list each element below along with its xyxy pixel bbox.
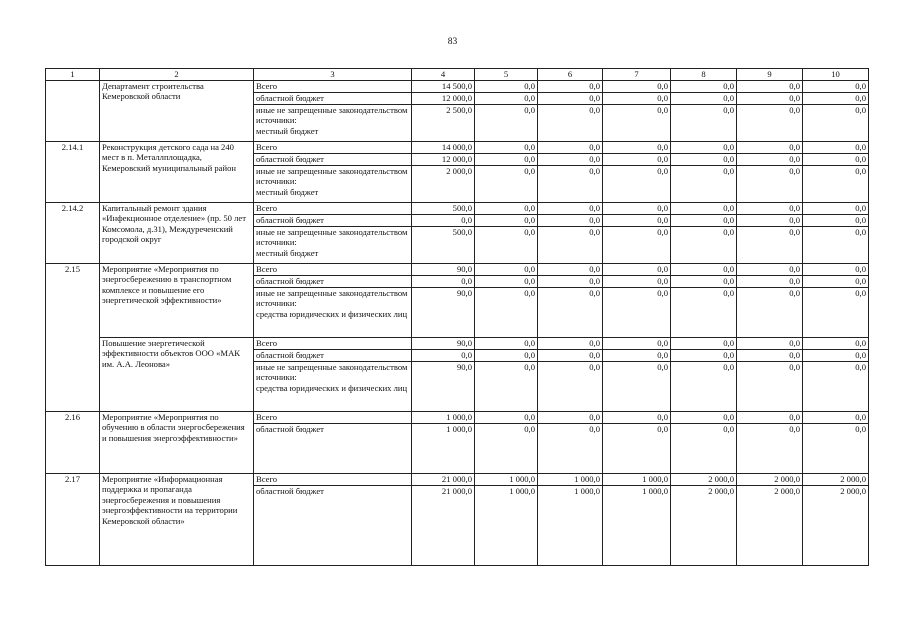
value-cell: 0,0 — [412, 276, 475, 288]
value-cell: 0,0 — [803, 105, 869, 142]
funding-source-label: Всего — [254, 412, 412, 424]
value-cell: 2 000,0 — [671, 474, 737, 486]
value-cell: 0,0 — [603, 142, 671, 154]
value-cell: 0,0 — [737, 215, 803, 227]
value-cell: 0,0 — [803, 154, 869, 166]
funding-source-label: Всего — [254, 81, 412, 93]
value-cell: 2 000,0 — [737, 474, 803, 486]
value-cell: 0,0 — [475, 412, 538, 424]
value-cell: 0,0 — [803, 362, 869, 412]
value-cell: 0,0 — [475, 142, 538, 154]
value-cell: 0,0 — [671, 93, 737, 105]
value-cell: 0,0 — [475, 362, 538, 412]
value-cell: 0,0 — [671, 215, 737, 227]
value-cell: 0,0 — [475, 338, 538, 350]
value-cell: 0,0 — [803, 93, 869, 105]
funding-source-label-detail: средства юридических и физических лиц — [256, 382, 408, 393]
header-cell: 9 — [737, 69, 803, 81]
item-number: 2.17 — [46, 474, 100, 566]
value-cell: 0,0 — [671, 142, 737, 154]
value-cell: 0,0 — [671, 264, 737, 276]
table-row — [46, 338, 869, 350]
header-cell: 7 — [603, 69, 671, 81]
value-cell: 500,0 — [412, 227, 475, 264]
value-cell: 0,0 — [475, 154, 538, 166]
item-name: Мероприятие «Мероприятия по обучению в области энергосбережения и повышения энергоэффективности» — [100, 412, 254, 474]
item-name: Департамент строительства Кемеровской области — [100, 81, 254, 142]
table-row — [46, 203, 869, 215]
funding-source-label-other: иные не запрещенные законодательством источники: — [256, 166, 408, 187]
funding-source-label: Всего — [254, 264, 412, 276]
value-cell: 0,0 — [538, 142, 603, 154]
value-cell: 0,0 — [475, 215, 538, 227]
table-row — [46, 81, 869, 93]
value-cell: 0,0 — [803, 215, 869, 227]
value-cell: 0,0 — [603, 105, 671, 142]
header-cell: 4 — [412, 69, 475, 81]
funding-source-label-other: иные не запрещенные законодательством источники: — [256, 105, 408, 126]
item-name: Капитальный ремонт здания «Инфекционное отделение» (пр. 50 лет Комсомола, д.31), Междуреченский городской округ — [100, 203, 254, 264]
value-cell: 1 000,0 — [412, 424, 475, 474]
value-cell: 0,0 — [803, 264, 869, 276]
value-cell: 0,0 — [603, 81, 671, 93]
value-cell: 0,0 — [603, 264, 671, 276]
funding-source-label: областной бюджет — [254, 350, 412, 362]
funding-source-label: областной бюджет — [254, 154, 412, 166]
value-cell: 0,0 — [412, 215, 475, 227]
value-cell: 0,0 — [412, 350, 475, 362]
funding-source-label-detail: местный бюджет — [256, 125, 319, 136]
value-cell: 0,0 — [803, 227, 869, 264]
value-cell: 0,0 — [737, 227, 803, 264]
value-cell: 0,0 — [803, 166, 869, 203]
funding-source-label-detail: местный бюджет — [256, 247, 319, 258]
funding-source-label — [254, 105, 412, 142]
value-cell: 14 500,0 — [412, 81, 475, 93]
value-cell: 0,0 — [475, 350, 538, 362]
value-cell: 0,0 — [603, 350, 671, 362]
value-cell: 0,0 — [538, 288, 603, 338]
value-cell: 0,0 — [737, 203, 803, 215]
value-cell: 14 000,0 — [412, 142, 475, 154]
value-cell: 0,0 — [671, 288, 737, 338]
value-cell: 1 000,0 — [603, 474, 671, 486]
value-cell: 0,0 — [671, 276, 737, 288]
value-cell: 0,0 — [603, 338, 671, 350]
value-cell: 0,0 — [603, 203, 671, 215]
table-row — [46, 142, 869, 154]
value-cell: 0,0 — [603, 227, 671, 264]
value-cell: 0,0 — [538, 81, 603, 93]
value-cell: 0,0 — [538, 215, 603, 227]
value-cell: 0,0 — [538, 105, 603, 142]
value-cell: 0,0 — [538, 338, 603, 350]
value-cell: 0,0 — [737, 288, 803, 338]
funding-source-label — [254, 227, 412, 264]
header-cell: 1 — [46, 69, 100, 81]
table-row — [46, 412, 869, 424]
value-cell: 0,0 — [475, 264, 538, 276]
value-cell: 0,0 — [737, 154, 803, 166]
value-cell: 0,0 — [538, 166, 603, 203]
value-cell: 0,0 — [803, 338, 869, 350]
value-cell: 1 000,0 — [538, 486, 603, 566]
value-cell: 0,0 — [475, 276, 538, 288]
value-cell: 0,0 — [671, 424, 737, 474]
value-cell: 0,0 — [475, 81, 538, 93]
value-cell: 90,0 — [412, 362, 475, 412]
value-cell: 0,0 — [603, 215, 671, 227]
value-cell: 0,0 — [538, 350, 603, 362]
funding-source-label: областной бюджет — [254, 276, 412, 288]
value-cell: 0,0 — [603, 412, 671, 424]
value-cell: 0,0 — [475, 203, 538, 215]
value-cell: 0,0 — [603, 276, 671, 288]
value-cell: 0,0 — [737, 412, 803, 424]
value-cell: 0,0 — [671, 105, 737, 142]
value-cell: 0,0 — [803, 142, 869, 154]
item-number: 2.14.2 — [46, 203, 100, 264]
budget-table — [45, 68, 869, 566]
value-cell: 0,0 — [737, 166, 803, 203]
value-cell: 90,0 — [412, 288, 475, 338]
header-cell: 10 — [803, 69, 869, 81]
header-row — [46, 69, 869, 81]
header-cell: 6 — [538, 69, 603, 81]
value-cell: 0,0 — [475, 166, 538, 203]
value-cell: 0,0 — [671, 362, 737, 412]
value-cell: 0,0 — [603, 93, 671, 105]
funding-source-label: Всего — [254, 203, 412, 215]
value-cell: 0,0 — [737, 350, 803, 362]
item-name: Мероприятие «Мероприятия по энергосбережению в транспортном комплексе и повышение его энергетической эффективности» — [100, 264, 254, 338]
value-cell: 0,0 — [538, 412, 603, 424]
value-cell: 1 000,0 — [475, 474, 538, 486]
value-cell: 0,0 — [603, 424, 671, 474]
item-number: 2.14.1 — [46, 142, 100, 203]
value-cell: 0,0 — [737, 424, 803, 474]
value-cell: 0,0 — [538, 227, 603, 264]
value-cell: 0,0 — [475, 288, 538, 338]
value-cell: 0,0 — [603, 166, 671, 203]
funding-source-label: областной бюджет — [254, 486, 412, 566]
funding-source-label-other: иные не запрещенные законодательством источники: — [256, 362, 408, 383]
value-cell: 21 000,0 — [412, 486, 475, 566]
value-cell: 0,0 — [803, 412, 869, 424]
funding-source-label: областной бюджет — [254, 215, 412, 227]
value-cell: 0,0 — [671, 412, 737, 424]
header-cell: 2 — [100, 69, 254, 81]
value-cell: 0,0 — [737, 276, 803, 288]
table-row — [46, 474, 869, 486]
value-cell: 0,0 — [475, 227, 538, 264]
value-cell: 0,0 — [671, 166, 737, 203]
item-name: Повышение энергетической эффективности объектов ООО «МАК им. А.А. Леонова» — [100, 338, 254, 412]
value-cell: 2 000,0 — [671, 486, 737, 566]
value-cell: 0,0 — [671, 203, 737, 215]
value-cell: 0,0 — [737, 142, 803, 154]
item-name: Реконструкция детского сада на 240 мест в п. Металлплощадка, Кемеровский муниципальный район — [100, 142, 254, 203]
value-cell: 0,0 — [803, 81, 869, 93]
value-cell: 0,0 — [475, 424, 538, 474]
value-cell: 0,0 — [603, 288, 671, 338]
value-cell: 12 000,0 — [412, 93, 475, 105]
value-cell: 500,0 — [412, 203, 475, 215]
funding-source-label-other: иные не запрещенные законодательством источники: — [256, 288, 408, 309]
funding-source-label: областной бюджет — [254, 93, 412, 105]
funding-source-label: Всего — [254, 474, 412, 486]
value-cell: 0,0 — [737, 93, 803, 105]
value-cell: 0,0 — [671, 227, 737, 264]
value-cell: 0,0 — [803, 350, 869, 362]
value-cell: 1 000,0 — [412, 412, 475, 424]
value-cell: 0,0 — [538, 203, 603, 215]
value-cell: 1 000,0 — [603, 486, 671, 566]
value-cell: 0,0 — [538, 424, 603, 474]
value-cell: 21 000,0 — [412, 474, 475, 486]
value-cell: 2 000,0 — [737, 486, 803, 566]
value-cell: 90,0 — [412, 338, 475, 350]
value-cell: 0,0 — [538, 264, 603, 276]
value-cell: 0,0 — [671, 338, 737, 350]
value-cell: 0,0 — [538, 362, 603, 412]
funding-source-label-other: иные не запрещенные законодательством источники: — [256, 227, 408, 248]
value-cell: 0,0 — [671, 81, 737, 93]
value-cell: 12 000,0 — [412, 154, 475, 166]
page-number: 83 — [447, 37, 458, 47]
item-number: 2.16 — [46, 412, 100, 474]
value-cell: 0,0 — [737, 264, 803, 276]
value-cell: 0,0 — [603, 362, 671, 412]
value-cell: 2 000,0 — [803, 486, 869, 566]
value-cell: 1 000,0 — [475, 486, 538, 566]
header-cell: 3 — [254, 69, 412, 81]
value-cell: 0,0 — [803, 203, 869, 215]
value-cell: 0,0 — [603, 154, 671, 166]
value-cell: 0,0 — [803, 288, 869, 338]
funding-source-label: Всего — [254, 338, 412, 350]
value-cell: 0,0 — [475, 93, 538, 105]
value-cell: 0,0 — [803, 276, 869, 288]
item-name: Мероприятие «Информационная поддержка и пропаганда энергосбережения и повышения энергоэффективности на территории Кемеровской области» — [100, 474, 254, 566]
funding-source-label-detail: местный бюджет — [256, 186, 319, 197]
funding-source-label-detail: средства юридических и физических лиц — [256, 308, 408, 319]
table-row — [46, 264, 869, 276]
header-cell: 5 — [475, 69, 538, 81]
header-cell: 8 — [671, 69, 737, 81]
value-cell: 1 000,0 — [538, 474, 603, 486]
value-cell: 0,0 — [671, 350, 737, 362]
funding-source-label — [254, 166, 412, 203]
value-cell: 2 000,0 — [803, 474, 869, 486]
funding-source-label — [254, 362, 412, 412]
value-cell: 0,0 — [737, 81, 803, 93]
item-number — [46, 81, 100, 142]
value-cell: 0,0 — [538, 276, 603, 288]
value-cell: 0,0 — [803, 424, 869, 474]
value-cell: 0,0 — [737, 362, 803, 412]
value-cell: 0,0 — [538, 93, 603, 105]
value-cell: 0,0 — [737, 105, 803, 142]
value-cell: 0,0 — [671, 154, 737, 166]
funding-source-label: Всего — [254, 142, 412, 154]
value-cell: 0,0 — [737, 338, 803, 350]
item-number: 2.15 — [46, 264, 100, 412]
funding-source-label: областной бюджет — [254, 424, 412, 474]
value-cell: 2 000,0 — [412, 166, 475, 203]
value-cell: 2 500,0 — [412, 105, 475, 142]
value-cell: 90,0 — [412, 264, 475, 276]
value-cell: 0,0 — [538, 154, 603, 166]
funding-source-label — [254, 288, 412, 338]
value-cell: 0,0 — [475, 105, 538, 142]
